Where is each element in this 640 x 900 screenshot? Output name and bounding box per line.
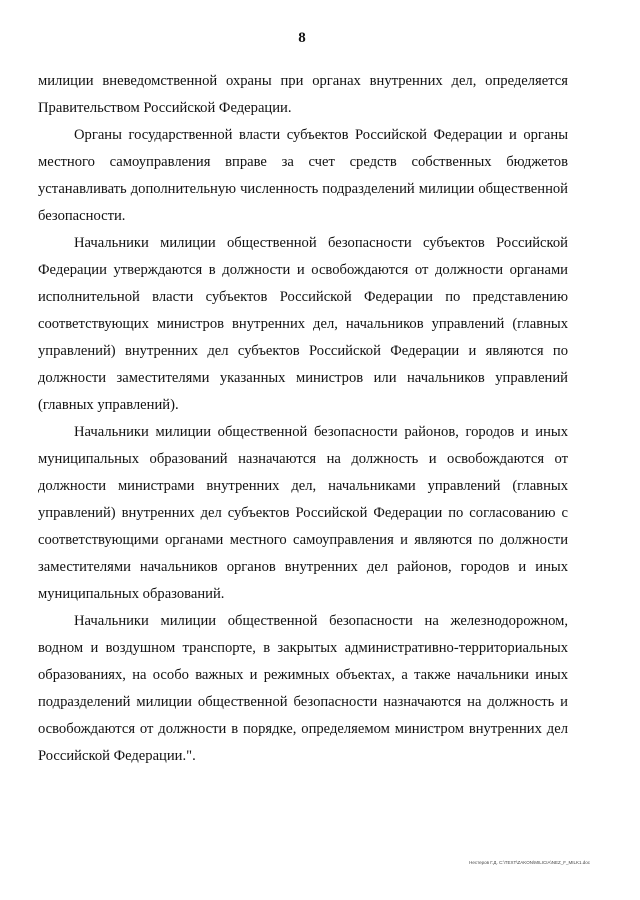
- paragraph-5: Начальники милиции общественной безопасности на железнодорожном, водном и воздушном транспорте, в закрытых административно-территориальных образованиях, на особо важных и режимных объектах, а также начальники иных подразделений милиции общественной безопасности назначаются на должность и освобождаются от должности в порядке, определяемом министром внутренних дел Российской Федерации.".: [38, 613, 568, 764]
- paragraph-2: Органы государственной власти субъектов Российской Федерации и органы местного самоуправления вправе за счет средств собственных бюджетов устанавливать дополнительную численность подразделений милиции общественной безопасности.: [38, 127, 568, 224]
- paragraph-1: милиции вневедомственной охраны при органах внутренних дел, определяется Правительством Российской Федерации.: [38, 73, 568, 116]
- paragraph-4: Начальники милиции общественной безопасности районов, городов и иных муниципальных образований назначаются на должность и освобождаются от должности министрами внутренних дел, начальниками управлений (главных управлений) внутренних дел субъектов Российской Федерации по согласованию с соответствующими органами местного самоуправления и являются по должности заместителями начальников органов внутренних дел районов, городов и иных муниципальных образований.: [38, 424, 568, 602]
- paragraph-3: Начальники милиции общественной безопасности субъектов Российской Федерации утверждаются в должности и освобождаются от должности органами исполнительной власти субъектов Российской Федерации по представлению соответствующих министров внутренних дел, начальников управлений (главных управлений) внутренних дел субъектов Российской Федерации и являются по должности заместителями указанных министров или начальников управлений (главных управлений).: [38, 235, 568, 413]
- document-body: [38, 68, 568, 770]
- page-number: 8: [298, 30, 306, 46]
- footer-file-path: Нестеров Г.Д. C:\TEXT\ZAKON\MILICIA\NEZ_F_MILK1.doc: [469, 860, 590, 865]
